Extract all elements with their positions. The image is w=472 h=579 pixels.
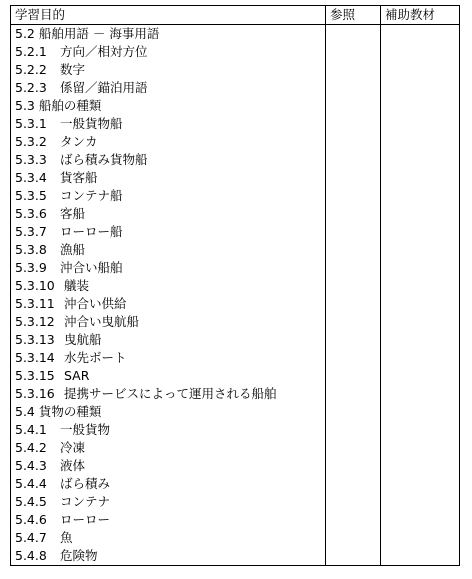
teaching-aid-cell <box>381 421 459 439</box>
section-number: 5.2.1 <box>15 44 47 59</box>
table-row <box>11 331 459 349</box>
teaching-aid-cell <box>381 169 459 187</box>
section-title: SAR <box>64 368 90 383</box>
objective-cell <box>11 331 326 349</box>
teaching-aid-cell <box>381 511 459 529</box>
table-row <box>11 151 459 169</box>
teaching-aid-cell <box>381 547 459 565</box>
section-number: 5.3.1 <box>15 116 47 131</box>
objective-cell <box>11 385 326 403</box>
reference-cell <box>326 403 381 421</box>
table-row <box>11 277 459 295</box>
reference-cell <box>326 79 381 97</box>
section-title: 危険物 <box>60 548 98 563</box>
section-title: 客船 <box>60 206 86 221</box>
reference-cell <box>326 349 381 367</box>
teaching-aid-cell <box>381 475 459 493</box>
section-title: 船舶用語 － 海事用語 <box>38 26 160 41</box>
reference-cell <box>326 295 381 313</box>
objective-cell <box>11 277 326 295</box>
objective-cell <box>11 547 326 565</box>
objective-cell <box>11 115 326 133</box>
header-reference: 参照 <box>326 6 381 24</box>
table-row <box>11 25 459 43</box>
objective-cell <box>11 295 326 313</box>
section-title: 沖合い曳航船 <box>64 314 140 329</box>
reference-cell <box>326 133 381 151</box>
objective-cell <box>11 529 326 547</box>
table-row <box>11 493 459 511</box>
table-row <box>11 223 459 241</box>
section-number: 5.3.7 <box>15 224 47 239</box>
objective-cell <box>11 313 326 331</box>
section-number: 5.3 <box>15 98 35 113</box>
teaching-aid-cell <box>381 61 459 79</box>
reference-cell <box>326 421 381 439</box>
reference-cell <box>326 367 381 385</box>
teaching-aid-cell <box>381 97 459 115</box>
table-row <box>11 457 459 475</box>
table-row <box>11 169 459 187</box>
reference-cell <box>326 115 381 133</box>
section-title: 方向／相対方位 <box>60 44 148 59</box>
syllabus-table <box>10 5 460 566</box>
section-number: 5.3.12 <box>15 314 55 329</box>
objective-cell <box>11 241 326 259</box>
table-row <box>11 529 459 547</box>
teaching-aid-cell <box>381 457 459 475</box>
table-row <box>11 97 459 115</box>
section-title: 数字 <box>60 62 86 77</box>
section-number: 5.2.3 <box>15 80 47 95</box>
objective-cell <box>11 367 326 385</box>
table-row <box>11 439 459 457</box>
section-number: 5.4.8 <box>15 548 47 563</box>
section-number: 5.3.8 <box>15 242 47 257</box>
objective-cell <box>11 97 326 115</box>
objective-cell <box>11 223 326 241</box>
teaching-aid-cell <box>381 79 459 97</box>
objective-cell <box>11 403 326 421</box>
objective-cell <box>11 439 326 457</box>
reference-cell <box>326 385 381 403</box>
table-row <box>11 547 459 565</box>
objective-cell <box>11 187 326 205</box>
teaching-aid-cell <box>381 205 459 223</box>
teaching-aid-cell <box>381 223 459 241</box>
section-number: 5.3.16 <box>15 386 55 401</box>
section-title: 貨物の種類 <box>38 404 102 419</box>
section-title: 漁船 <box>60 242 86 257</box>
section-title: 一般貨物 <box>60 422 111 437</box>
teaching-aid-cell <box>381 277 459 295</box>
table-row <box>11 367 459 385</box>
section-title: 液体 <box>60 458 86 473</box>
reference-cell <box>326 547 381 565</box>
reference-cell <box>326 97 381 115</box>
reference-cell <box>326 205 381 223</box>
section-number: 5.3.14 <box>15 350 55 365</box>
reference-cell <box>326 61 381 79</box>
header-teaching-aids: 補助教材 <box>385 7 436 22</box>
table-row <box>11 133 459 151</box>
table-body <box>11 25 459 565</box>
section-number: 5.3.13 <box>15 332 55 347</box>
section-number: 5.3.15 <box>15 368 55 383</box>
section-number: 5.4.1 <box>15 422 47 437</box>
objective-cell <box>11 421 326 439</box>
reference-cell <box>326 169 381 187</box>
reference-cell <box>326 277 381 295</box>
reference-cell <box>326 457 381 475</box>
table-row <box>11 259 459 277</box>
table-row <box>11 349 459 367</box>
section-title: コンテナ <box>60 494 111 509</box>
section-number: 5.4.5 <box>15 494 47 509</box>
reference-cell <box>326 43 381 61</box>
reference-cell <box>326 241 381 259</box>
teaching-aid-cell <box>381 151 459 169</box>
section-number: 5.3.3 <box>15 152 47 167</box>
section-number: 5.4.6 <box>15 512 47 527</box>
table-row <box>11 115 459 133</box>
teaching-aid-cell <box>381 529 459 547</box>
section-title: 一般貨物船 <box>60 116 123 131</box>
table-row <box>11 43 459 61</box>
teaching-aid-cell <box>381 313 459 331</box>
reference-cell <box>326 313 381 331</box>
reference-cell <box>326 475 381 493</box>
table-row <box>11 295 459 313</box>
reference-cell <box>326 187 381 205</box>
teaching-aid-cell <box>381 259 459 277</box>
section-title: 提携サービスによって運用される船舶 <box>64 386 277 401</box>
reference-cell <box>326 223 381 241</box>
table-row <box>11 205 459 223</box>
table-row <box>11 241 459 259</box>
table-row <box>11 313 459 331</box>
teaching-aid-cell <box>381 439 459 457</box>
teaching-aid-cell <box>381 367 459 385</box>
section-title: 魚 <box>60 530 73 545</box>
section-number: 5.3.5 <box>15 188 47 203</box>
section-number: 5.4.2 <box>15 440 47 455</box>
section-title: 水先ボート <box>64 350 127 365</box>
section-title: ローロー <box>60 512 111 527</box>
section-title: 艤装 <box>64 278 90 293</box>
reference-cell <box>326 25 381 43</box>
section-number: 5.4.4 <box>15 476 47 491</box>
objective-cell <box>11 475 326 493</box>
reference-cell <box>326 493 381 511</box>
objective-cell <box>11 151 326 169</box>
section-number: 5.4.7 <box>15 530 47 545</box>
objective-cell <box>11 169 326 187</box>
section-title: ばら積み貨物船 <box>60 152 148 167</box>
objective-cell <box>11 511 326 529</box>
objective-cell <box>11 205 326 223</box>
section-number: 5.3.6 <box>15 206 47 221</box>
objective-cell <box>11 259 326 277</box>
teaching-aid-cell <box>381 331 459 349</box>
table-row <box>11 511 459 529</box>
table-row <box>11 421 459 439</box>
teaching-aid-cell <box>381 295 459 313</box>
table-row <box>11 385 459 403</box>
table-row <box>11 61 459 79</box>
table-row <box>11 79 459 97</box>
section-number: 5.3.4 <box>15 170 47 185</box>
objective-cell <box>11 79 326 97</box>
reference-cell <box>326 439 381 457</box>
section-number: 5.2.2 <box>15 62 47 77</box>
section-number: 5.3.9 <box>15 260 47 275</box>
section-title: 冷凍 <box>60 440 86 455</box>
section-title: ばら積み <box>60 476 111 491</box>
section-title: ローロー船 <box>60 224 123 239</box>
objective-cell <box>11 457 326 475</box>
section-title: 貨客船 <box>60 170 98 185</box>
section-title: タンカ <box>60 134 98 149</box>
section-title: 船舶の種類 <box>38 98 102 113</box>
objective-cell <box>11 133 326 151</box>
objective-cell <box>11 43 326 61</box>
teaching-aid-cell <box>381 385 459 403</box>
teaching-aid-cell <box>381 493 459 511</box>
table-row <box>11 475 459 493</box>
section-number: 5.3.2 <box>15 134 47 149</box>
objective-cell <box>11 349 326 367</box>
teaching-aid-cell <box>381 403 459 421</box>
section-number: 5.2 <box>15 26 35 41</box>
reference-cell <box>326 529 381 547</box>
reference-cell <box>326 511 381 529</box>
section-title: 沖合い供給 <box>64 296 127 311</box>
section-number: 5.4.3 <box>15 458 47 473</box>
objective-cell <box>11 493 326 511</box>
table-row <box>11 187 459 205</box>
teaching-aid-cell <box>381 115 459 133</box>
table-row <box>11 403 459 421</box>
teaching-aid-cell <box>381 43 459 61</box>
reference-cell <box>326 151 381 169</box>
teaching-aid-cell <box>381 133 459 151</box>
table-header-row <box>11 6 459 25</box>
section-title: 係留／錨泊用語 <box>60 80 148 95</box>
section-number: 5.3.10 <box>15 278 55 293</box>
reference-cell <box>326 259 381 277</box>
teaching-aid-cell <box>381 187 459 205</box>
teaching-aid-cell <box>381 241 459 259</box>
section-number: 5.4 <box>15 404 35 419</box>
section-number: 5.3.11 <box>15 296 55 311</box>
teaching-aid-cell <box>381 25 459 43</box>
section-title: 曳航船 <box>64 332 102 347</box>
reference-cell <box>326 331 381 349</box>
header-learning-objectives: 学習目的 <box>11 6 326 24</box>
section-title: 沖合い船舶 <box>60 260 123 275</box>
objective-cell <box>11 25 326 43</box>
objective-cell <box>11 61 326 79</box>
teaching-aid-cell <box>381 349 459 367</box>
section-title: コンテナ船 <box>60 188 123 203</box>
